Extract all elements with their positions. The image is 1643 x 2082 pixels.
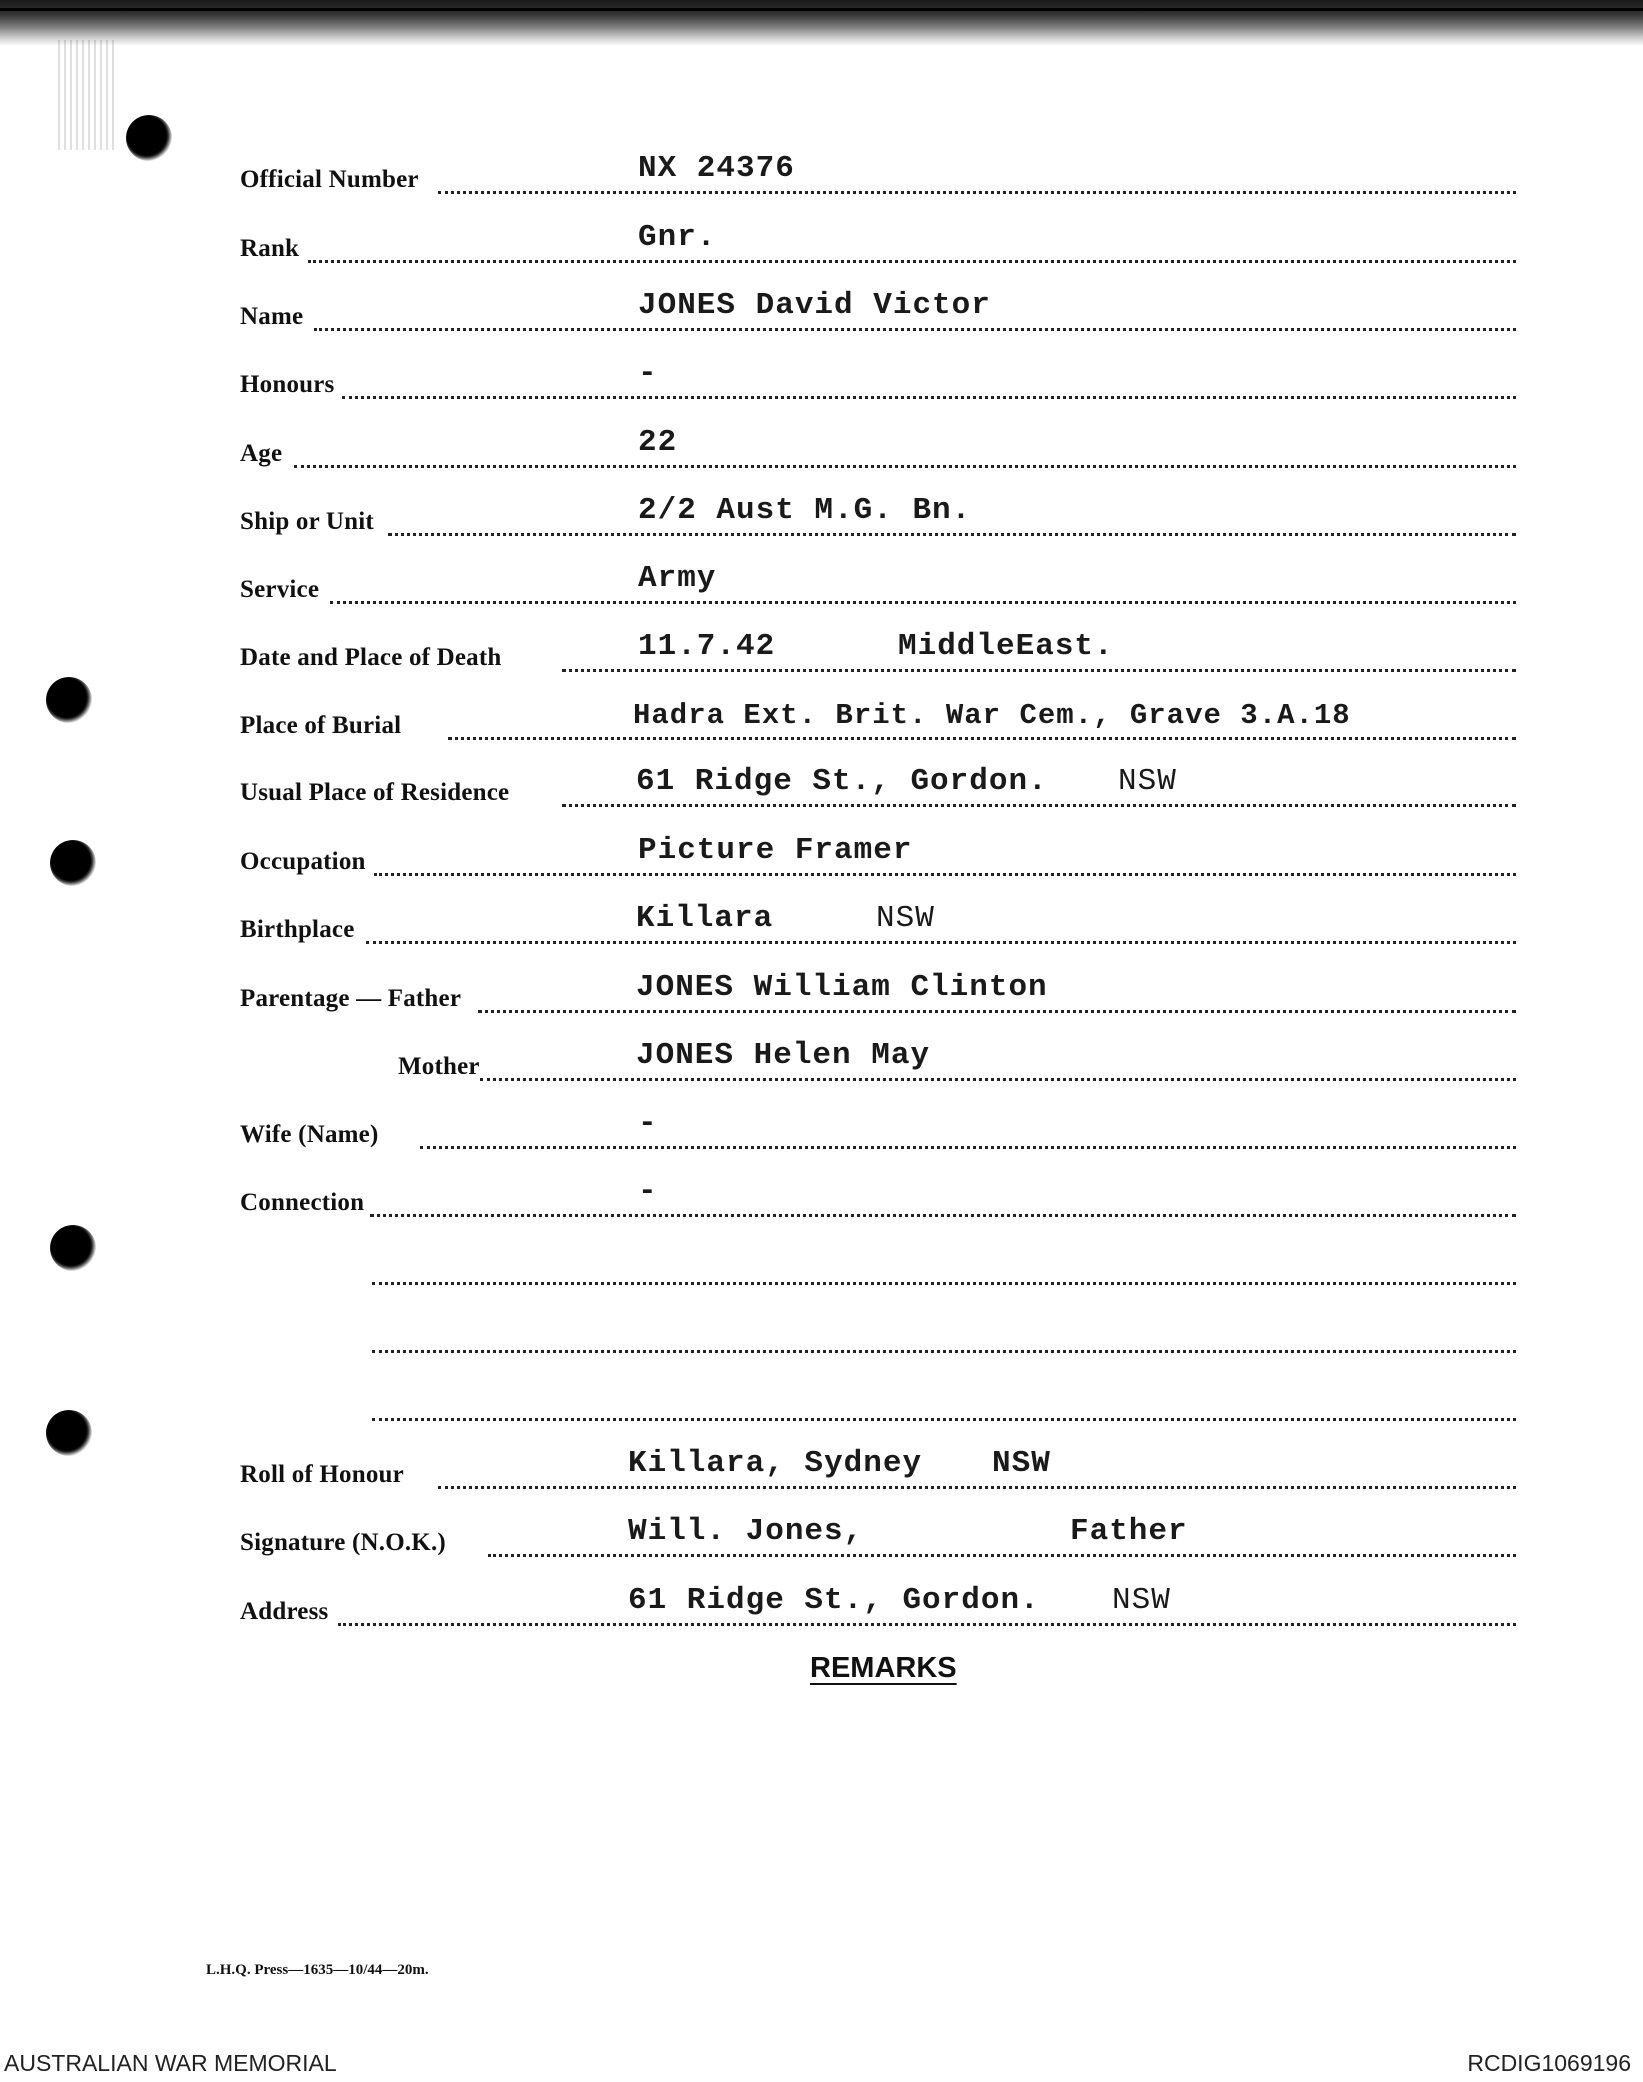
signature-value: Will. Jones, <box>628 1514 864 1549</box>
father-value: JONES William Clinton <box>636 970 1048 1005</box>
birthplace-value: Killara <box>636 901 774 936</box>
occupation-value: Picture Framer <box>638 833 913 868</box>
place-of-burial-row <box>240 699 1516 744</box>
death-date-value: 11.7.42 <box>638 629 776 664</box>
residence-state: NSW <box>1118 764 1177 799</box>
father-row <box>240 970 1516 1017</box>
wife-row <box>240 1106 1516 1153</box>
mother-value: JONES Helen May <box>636 1038 931 1073</box>
remarks-heading: REMARKS <box>810 1652 957 1684</box>
rank-value: Gnr. <box>638 220 717 255</box>
date-place-death-label: Date and Place of Death <box>240 644 502 671</box>
age-label: Age <box>240 440 283 467</box>
service-label: Service <box>240 576 320 603</box>
blank-line-3 <box>240 1385 1516 1425</box>
place-of-burial-label: Place of Burial <box>240 712 402 739</box>
age-row <box>240 425 1516 472</box>
service-value: Army <box>638 561 717 596</box>
wife-label: Wife (Name) <box>240 1121 379 1148</box>
punch-hole-3 <box>50 840 96 886</box>
punch-hole-4 <box>50 1225 96 1271</box>
punch-hole-5 <box>46 1410 92 1456</box>
residence-label: Usual Place of Residence <box>240 779 510 806</box>
date-place-death-row <box>240 629 1516 676</box>
honours-label: Honours <box>240 371 335 398</box>
honours-row <box>240 356 1516 403</box>
signature-relation: Father <box>1070 1514 1188 1549</box>
footer-record-id: RCDIG1069196 <box>1467 2050 1631 2076</box>
occupation-row <box>240 833 1516 880</box>
name-value: JONES David Victor <box>638 288 991 323</box>
residence-value: 61 Ridge St., Gordon. <box>636 764 1048 799</box>
official-number-value: NX 24376 <box>638 151 795 186</box>
blank-line-2 <box>240 1317 1516 1357</box>
name-row <box>240 288 1516 335</box>
wife-value: - <box>638 1106 658 1141</box>
age-value: 22 <box>638 425 678 460</box>
address-label: Address <box>240 1598 329 1625</box>
honours-value: - <box>638 356 658 391</box>
roll-of-honour-state: NSW <box>992 1446 1051 1481</box>
printer-imprint: L.H.Q. Press—1635—10/44—20m. <box>206 1962 429 1978</box>
father-label: Parentage — Father <box>240 985 462 1012</box>
birthplace-row <box>240 901 1516 948</box>
rank-row <box>240 220 1516 267</box>
official-number-label: Official Number <box>240 166 419 193</box>
signature-row <box>240 1514 1516 1561</box>
name-label: Name <box>240 303 304 330</box>
blank-line-1 <box>240 1249 1516 1289</box>
footer-institution: AUSTRALIAN WAR MEMORIAL <box>4 2050 337 2076</box>
address-value: 61 Ridge St., Gordon. <box>628 1583 1040 1618</box>
place-of-burial-value: Hadra Ext. Brit. War Cem., Grave 3.A.18 <box>633 699 1351 732</box>
residence-row <box>240 764 1516 811</box>
birthplace-label: Birthplace <box>240 916 355 943</box>
roll-of-honour-row <box>240 1446 1516 1493</box>
official-number-row <box>240 151 1516 198</box>
connection-label: Connection <box>240 1189 365 1216</box>
address-row <box>240 1583 1516 1630</box>
punch-hole-2 <box>46 677 92 723</box>
rank-label: Rank <box>240 235 300 262</box>
punch-hole-1 <box>126 115 172 161</box>
scan-top-edge <box>0 0 1643 46</box>
service-row <box>240 561 1516 608</box>
address-state: NSW <box>1112 1583 1171 1618</box>
birthplace-state: NSW <box>876 901 935 936</box>
ship-or-unit-row <box>240 493 1516 540</box>
occupation-label: Occupation <box>240 848 366 875</box>
roll-of-honour-label: Roll of Honour <box>240 1461 404 1488</box>
connection-row <box>240 1174 1516 1221</box>
roll-of-honour-value: Killara, Sydney <box>628 1446 923 1481</box>
ship-or-unit-label: Ship or Unit <box>240 508 374 535</box>
death-place-value: MiddleEast. <box>898 629 1114 664</box>
mother-row <box>240 1038 1516 1085</box>
connection-value: - <box>638 1174 658 1209</box>
mother-label: Mother <box>398 1053 480 1080</box>
signature-label: Signature (N.O.K.) <box>240 1529 446 1556</box>
scan-noise <box>58 40 118 150</box>
ship-or-unit-value: 2/2 Aust M.G. Bn. <box>638 493 972 528</box>
